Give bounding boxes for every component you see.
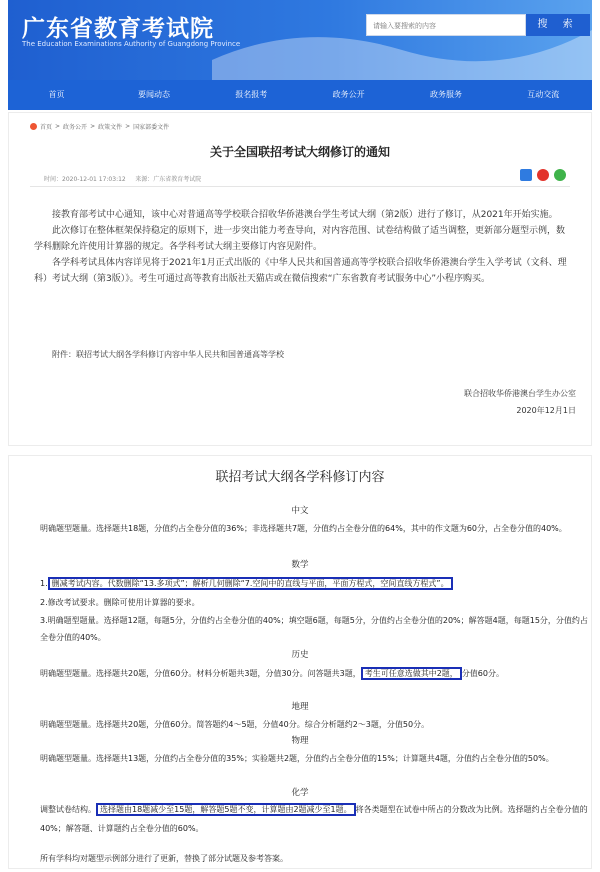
nav-item-interaction[interactable]: 互动交流 xyxy=(527,90,560,99)
section-text-chemistry xyxy=(40,800,588,838)
article-paragraph: 接教育部考试中心通知，该中心对普通高等学校联合招收华侨港澳台学生考试大纲（第2版）进行了修订，从2021年开始实施。 xyxy=(52,210,558,220)
section-head-geography: 地理 xyxy=(291,702,309,712)
wechat-icon[interactable] xyxy=(554,169,566,181)
nav-item-news[interactable]: 要闻动态 xyxy=(137,90,170,99)
nav-item-home[interactable]: 首页 xyxy=(48,90,65,99)
share-plus-icon[interactable] xyxy=(520,169,532,181)
section-text-math xyxy=(40,574,588,646)
breadcrumb-policy[interactable]: 政策文件 xyxy=(98,124,123,131)
article-signature: 联合招收华侨港澳台学生办公室 xyxy=(464,389,576,398)
section-head-chemistry: 化学 xyxy=(291,788,309,798)
math-item-3: 3.明确题型题量。选择题12题，每题5分，分值约占全卷分值的40%；填空题6题，每题5分，分值约占全卷分值的20%；解答题4题，每题15分，分值约占全卷分值的40%。 xyxy=(40,616,588,642)
breadcrumb-sep-icon: > xyxy=(90,123,96,130)
history-text: 明确题型题量。选择题共20题，分值60分。材料分析题共3题，分值30分。问答题共3题， xyxy=(40,669,361,678)
breadcrumb-public[interactable]: 政务公开 xyxy=(63,124,88,131)
section-text-geography: 明确题型题量。选择题共20题，分值60分。简答题约4～5题，分值40分。综合分析题约2～3题，分值50分。 xyxy=(40,720,430,729)
section-head-math: 数学 xyxy=(291,560,309,570)
highlight-box-math: 删减考试内容。代数删除“13.多项式”；解析几何删除“7.空间中的直线与平面，平面方程式，空间直线方程式”。 xyxy=(48,577,453,590)
article-meta xyxy=(44,174,201,183)
search-button[interactable]: 搜 索 xyxy=(526,14,590,36)
location-icon xyxy=(30,123,37,130)
breadcrumb-sep-icon: > xyxy=(125,123,131,130)
article-source: 来源：广东省教育考试院 xyxy=(135,176,202,183)
site-header xyxy=(8,0,592,80)
section-head-chinese: 中文 xyxy=(291,506,309,516)
highlight-box-chemistry: 选择题由18题减少至15题，解答题5题不变，计算题由2题减少至1题。 xyxy=(96,803,356,816)
chemistry-text-end: 将各类题型在试卷中所占的分数改为比例。选择题约占全卷分值的40%；解答题、计算题约占全卷分值的60%。 xyxy=(40,805,588,833)
history-text-end: 分值60分。 xyxy=(461,669,504,678)
attachment-link[interactable]: 附件：联招考试大纲各学科修订内容中华人民共和国普通高等学校 xyxy=(52,350,284,359)
math-item-1 xyxy=(40,574,588,593)
weibo-icon[interactable] xyxy=(537,169,549,181)
breadcrumb-ministry[interactable]: 国家部委文件 xyxy=(133,124,170,131)
math-item-2: 2.修改考试要求。删除可使用计算器的要求。 xyxy=(40,598,200,607)
article-body xyxy=(34,207,570,287)
article-time: 时间：2020-12-01 17:03:12 xyxy=(44,176,126,183)
section-head-history: 历史 xyxy=(291,650,309,660)
document-title: 联招考试大纲各学科修订内容 xyxy=(215,470,385,485)
nav-item-services[interactable]: 政务服务 xyxy=(429,90,462,99)
closing-text: 所有学科均对题型示例部分进行了更新，替换了部分试题及参考答案。 xyxy=(40,854,288,863)
share-buttons xyxy=(520,169,566,181)
search-input[interactable]: 请输入要搜索的内容 xyxy=(366,14,526,36)
chemistry-text: 调整试卷结构。 xyxy=(40,805,96,814)
section-text-history xyxy=(40,664,588,684)
nav-item-public-affairs[interactable]: 政务公开 xyxy=(332,90,365,99)
section-text-physics: 明确题型题量。选择题共13题，分值约占全卷分值的35%；实验题共2题，分值约占全卷分值的15%；计算题共4题，分值约占全卷分值的50%。 xyxy=(40,754,554,763)
article-title: 关于全国联招考试大纲修订的通知 xyxy=(209,145,390,159)
breadcrumb-home[interactable]: 首页 xyxy=(40,124,53,131)
article-date: 2020年12月1日 xyxy=(516,406,576,415)
divider xyxy=(30,186,570,187)
article-paragraph: 此次修订在整体框架保持稳定的原则下，进一步突出能力考查导向，对内容范围、试卷结构做了适当调整，更新部分题型示例，数学科删除允许使用计算器的规定。各学科考试大纲主要修订内容见附件。 xyxy=(34,226,566,252)
section-text-chinese: 明确题型题量。选择题共18题，分值约占全卷分值的36%；非选择题共7题，分值约占全卷分值的64%，其中的作文题为60分，占全卷分值的40%。 xyxy=(40,524,567,533)
main-nav xyxy=(8,80,592,110)
breadcrumb xyxy=(30,122,169,131)
math-item-1-number: 1. xyxy=(40,579,48,588)
nav-item-registration[interactable]: 报名报考 xyxy=(235,90,268,99)
site-logo-subtitle: The Education Examinations Authority of Guangdong Province xyxy=(22,40,241,48)
site-logo-title[interactable]: 广东省教育考试院 xyxy=(22,16,214,42)
breadcrumb-sep-icon: > xyxy=(55,123,61,130)
section-head-physics: 物理 xyxy=(291,736,309,746)
highlight-box-history: 考生可任意选做其中2题， xyxy=(361,667,462,680)
header-decoration xyxy=(212,0,592,80)
article-paragraph: 各学科考试具体内容详见将于2021年1月正式出版的《中华人民共和国普通高等学校联合招收华侨港澳台学生入学考试（文科、理科）考试大纲（第3版）》。考生可通过高等教育出版社天猫店或在微信搜索“广东省教育考试服务中心”小程序购买。 xyxy=(34,258,567,284)
